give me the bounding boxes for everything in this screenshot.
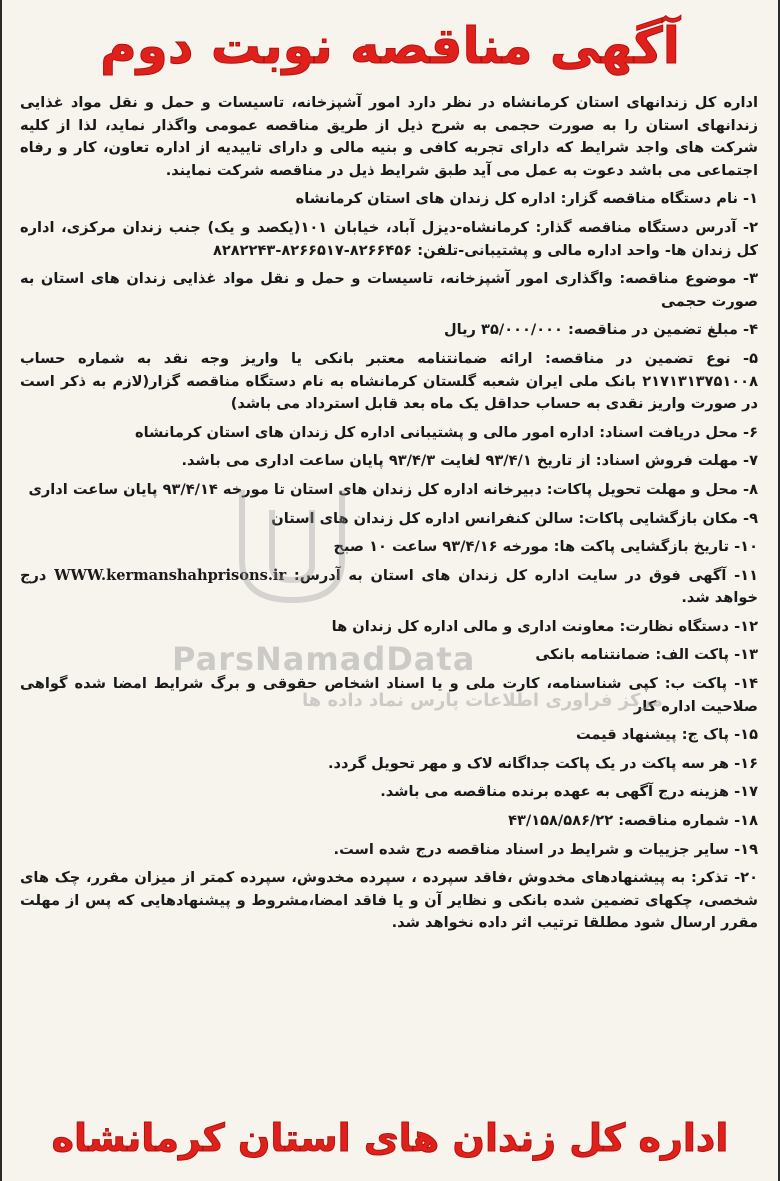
- item-12: ۱۲- دستگاه نظارت: معاونت اداری و مالی اداره کل زندان ها: [331, 617, 758, 635]
- item-1: ۱- نام دستگاه مناقصه گزار: اداره کل زندان های استان کرمانشاه: [295, 190, 758, 208]
- item-5: ۵- نوع تضمین در مناقصه: ارائه ضمانتنامه معتبر بانکی یا واریز وجه نقد به شماره حساب ۲۱۷۱۳۱۳۷۵۱۰۰۸ بانک ملی ایران شعبه گلستان کرمانشاه به نام دستگاه مناقصه گزار(لازم به ذکر است در صورت واریز نقدی به حساب حداقل یک ماه بعد قابل استرداد می باشد): [20, 349, 758, 413]
- item-20: ۲۰- تذکر: به پیشنهادهای مخدوش ،فاقد سپرده ، سپرده مخدوش، سپرده کمتر از میزان مقرر، چک های شخصی، چکهای تضمین شده بانکی و نظایر آن و یا فاقد امضا،مشروط و پیشنهادهایی که پس از مهلت مقرر ارسال شود مطلقا ترتیب اثر داده نخواهد شد.: [20, 869, 758, 932]
- item-10: ۱۰- تاریخ بازگشایی پاکت ها: مورخه ۹۳/۴/۱۶ ساعت ۱۰ صبح: [333, 538, 758, 556]
- item-19: ۱۹- سایر جزییات و شرایط در اسناد مناقصه درج شده است.: [333, 840, 758, 858]
- intro-paragraph: اداره کل زندانهای استان کرمانشاه در نظر دارد امور آشپزخانه، تاسیسات و حمل و نقل مواد غذایی زندانهای استان را به صورت حجمی به شرح ذیل از طریق مناقصه عمومی واگذار نماید، لذا از کلیه شرکت های واجد شرایط که دارای تجربه کافی و بنیه مالی و دارای تاییدیه از اداره تعاون، کار و رفاه اجتماعی می باشد دعوت به عمل می آید طبق شرایط ذیل در مناقصه شرکت نمایند.: [20, 94, 758, 179]
- item-13: ۱۳- پاکت الف: ضمانتنامه بانکی: [535, 646, 758, 664]
- item-4: ۴- مبلغ تضمین در مناقصه: ۳۵/۰۰۰/۰۰۰ ریال: [443, 321, 758, 339]
- item-9: ۹- مکان بازگشایی پاکات: سالن کنفرانس اداره کل زندان های استان: [271, 509, 758, 527]
- website-link[interactable]: WWW.kermanshahprisons.ir: [54, 566, 287, 584]
- item-15: ۱۵- پاک ج: پیشنهاد قیمت: [575, 726, 758, 744]
- item-11: [20, 565, 758, 610]
- item-2: ۲- آدرس دستگاه مناقصه گذار: کرمانشاه-دیزل آباد، خیابان ۱۰۱(یکصد و یک) جنب زندان مرکزی، اداره کل زندان ها- واحد اداره مالی و پشتیبانی-تلفن: ۸۲۶۶۴۵۶-۸۲۶۶۵۱۷-۸۲۸۲۲۴۳: [20, 218, 758, 259]
- item-18: ۱۸- شماره مناقصه: ۴۳/۱۵۸/۵۸۶/۲۲: [508, 812, 758, 830]
- item-3: ۳- موضوع مناقصه: واگذاری امور آشپزخانه، تاسیسات و حمل و نقل مواد غذایی زندان های استان به صورت حجمی: [20, 270, 758, 310]
- item-16: ۱۶- هر سه پاکت در یک پاکت جداگانه لاک و مهر تحویل گردد.: [328, 754, 758, 772]
- item-14: ۱۴- پاکت ب: کپی شناسنامه، کارت ملی و یا اسناد اشخاص حقوقی و برگ شرایط امضا شده گواهی صلاحیت اداره کار: [20, 675, 758, 715]
- watermark-subtext: مرکز فراوری اطلاعات پارس نماد داده ها: [302, 690, 663, 711]
- item-8: ۸- محل و مهلت تحویل پاکات: دبیرخانه اداره کل زندان های استان تا مورخه ۹۳/۴/۱۴ پایان ساعت اداری: [28, 480, 758, 498]
- item-11-suffix: درج خواهد شد.: [20, 566, 758, 607]
- notice-title: آگهی مناقصه نوبت دوم: [100, 17, 680, 75]
- item-6: ۶- محل دریافت اسناد: اداره امور مالی و پشتیبانی اداره کل زندان های استان کرمانشاه: [134, 423, 758, 441]
- watermark-text: ParsNamadData: [172, 640, 476, 678]
- item-7: ۷- مهلت فروش اسناد: از تاریخ ۹۳/۴/۱ لغایت ۹۳/۴/۳ پایان ساعت اداری می باشد.: [181, 452, 758, 470]
- notice-body: [20, 92, 758, 941]
- item-17: ۱۷- هزینه درج آگهی به عهده برنده مناقصه می باشد.: [380, 783, 758, 801]
- item-11-prefix: ۱۱- آگهی فوق در سایت اداره کل زندان های استان به آدرس:: [293, 566, 758, 584]
- notice-footer: اداره کل زندان های استان کرمانشاه: [51, 1116, 729, 1160]
